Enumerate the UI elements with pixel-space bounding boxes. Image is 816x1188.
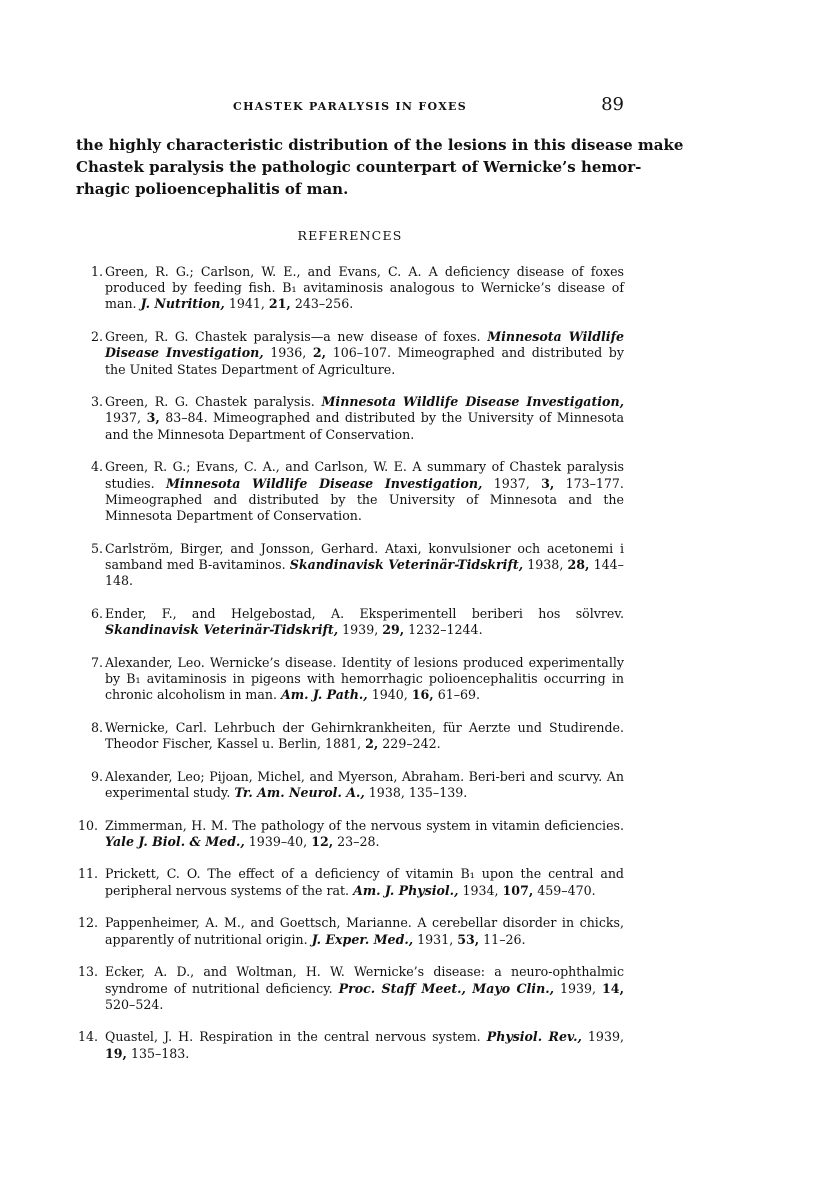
reference-year: 1936, [270,345,307,361]
reference-body: Carlström, Birger, and Jonsson, Gerhard. Ataxi, konvulsioner och acetonemi i samband med B-avitaminos. [105,540,624,572]
reference-volume: 2, [312,345,327,361]
reference-pages: 11–26. [483,931,526,947]
reference-item [76,1029,624,1061]
reference-item [76,264,624,313]
reference-journal: Physiol. Rev., [486,1029,582,1045]
reference-pages: 459–470. [537,882,596,898]
reference-body: Green, R. G.; Evans, C. A., and Carlson, W. E. A summary of Chastek paralysis studies. [105,459,624,491]
reference-journal: Skandinavisk Veterinär-Tidskrift, [105,621,339,637]
reference-body: Pappenheimer, A. M., and Goettsch, Marianne. A cerebellar disorder in chicks, apparently of nutritional origin. [105,915,624,947]
reference-journal: Tr. Am. Neurol. A., [234,784,365,800]
reference-number: 12. [77,915,98,931]
reference-year: 1939, [342,621,379,637]
reference-text [105,541,624,590]
lead-paragraph-line: the highly characteristic distribution of the lesions in this disease make [76,136,684,154]
reference-volume: 16, [411,687,434,703]
reference-year: 1937, [105,410,142,426]
reference-text [105,964,624,1013]
reference-pages: 243–256. [294,296,354,312]
reference-year: 1934, [462,882,499,898]
reference-pages: 144–148. [105,556,624,589]
reference-volume: 19, [105,1045,127,1061]
reference-year: 1941, [228,296,265,312]
reference-year: 1938, [368,784,405,800]
reference-number: 7. [90,654,103,670]
reference-body: Zimmerman, H. M. The pathology of the nervous system in vitamin deficiencies. [105,817,624,833]
reference-pages: 135–139. [408,784,468,800]
reference-body: Green, R. G.; Carlson, W. E., and Evans, C. A. A deficiency disease of foxes produced by feeding fish. B₁ avitaminosis analogous to Wernicke’s disease of man. [105,264,624,312]
reference-journal: Proc. Staff Meet., Mayo Clin., [338,980,555,996]
reference-body: Alexander, Leo. Wernicke’s disease. Identity of lesions produced experimentally by B₁ avitaminosis in pigeons with hemorrhagic polioencephalitis occurring in chronic alcoholism in man. [105,654,624,703]
reference-number: 2. [90,329,103,345]
reference-pages: 23–28. [337,833,380,849]
reference-volume: 21, [268,296,291,312]
reference-text [105,769,624,801]
running-title: CHASTEK PARALYSIS IN FOXES [233,100,467,113]
reference-volume: 12, [311,833,334,849]
reference-pages: 173–177. Mimeographed and distributed by the University of Minnesota and the Minnesota Department of Conservation. [105,475,624,523]
reference-text [105,606,624,638]
reference-number: 13. [77,964,98,980]
reference-body: Prickett, C. O. The effect of a deficiency of vitamin B₁ upon the central and peripheral nervous systems of the rat. [105,866,624,898]
reference-number: 11. [77,866,98,882]
reference-journal: J. Nutrition, [140,296,225,312]
reference-pages: 135–183. [130,1045,190,1061]
references-list [76,264,624,1078]
reference-volume: 3, [146,410,160,426]
reference-text [105,1029,624,1061]
reference-body: Wernicke, Carl. Lehrbuch der Gehirnkrankheiten, für Aerzte und Studirende. Theodor Fischer, Kassel u. Berlin, 1881, [105,719,624,751]
reference-pages: 83–84. Mimeographed and distributed by the University of Minnesota and the Minnesota Department of Conservation. [105,410,624,442]
reference-journal: Yale J. Biol. & Med., [105,833,245,849]
reference-journal: Minnesota Wildlife Disease Investigation, [321,394,624,410]
reference-number: 8. [90,719,103,735]
reference-journal: J. Exper. Med., [311,931,414,947]
reference-body: Ender, F., and Helgebostad, A. Eksperimentell beriberi hos sölvrev. [105,605,624,621]
reference-year: 1939–40, [248,833,308,849]
reference-number: 9. [90,768,103,784]
reference-text [105,915,624,947]
reference-item [76,329,624,378]
reference-pages: 229–242. [382,735,441,751]
reference-pages: 1232–1244. [408,621,483,637]
references-heading: REFERENCES [297,228,403,243]
lead-paragraph-line: rhagic polioencephalitis of man. [76,180,349,198]
reference-text [105,264,624,313]
reference-body: Quastel, J. H. Respiration in the central nervous system. [105,1029,481,1045]
reference-year: 1938, [527,556,564,572]
reference-pages: 61–69. [437,687,481,703]
reference-item [76,769,624,801]
reference-volume: 29, [382,621,405,637]
reference-journal: Am. J. Path., [281,687,368,703]
reference-body: Ecker, A. D., and Woltman, H. W. Wernicke’s disease: a neuro-ophthalmic syndrome of nutritional deficiency. [105,964,624,996]
reference-item [76,394,624,443]
lead-paragraph [76,134,684,200]
reference-volume: 14, [602,980,624,996]
reference-volume: 107, [502,882,534,898]
reference-body: Green, R. G. Chastek paralysis. [105,394,315,410]
reference-item [76,655,624,704]
reference-item [76,459,624,524]
reference-number: 10. [77,817,98,833]
reference-text [105,818,624,850]
reference-body: Green, R. G. Chastek paralysis—a new disease of foxes. [105,329,481,345]
reference-journal: Am. J. Physiol., [353,882,459,898]
reference-number: 3. [90,394,103,410]
reference-year: 1939, [560,980,597,996]
reference-pages: 106–107. Mimeographed and distributed by the United States Department of Agriculture. [105,345,624,377]
reference-text [105,394,624,443]
reference-item [76,818,624,850]
reference-journal: Minnesota Wildlife Disease Investigation, [105,329,624,361]
reference-body: Alexander, Leo; Pijoan, Michel, and Myerson, Abraham. Beri-beri and scurvy. An experimental study. [105,768,624,800]
reference-volume: 3, [541,475,555,491]
reference-number: 4. [90,459,103,475]
reference-number: 14. [77,1029,98,1045]
reference-text [105,866,624,898]
reference-number: 6. [90,605,103,621]
reference-item [76,964,624,1013]
reference-volume: 53, [457,931,480,947]
reference-journal: Minnesota Wildlife Disease Investigation, [165,475,483,491]
reference-journal: Skandinavisk Veterinär-Tidskrift, [289,556,524,572]
reference-item [76,720,624,752]
reference-text [105,329,624,378]
reference-year: 1937, [493,475,530,491]
reference-text [105,459,624,524]
reference-year: 1940, [371,687,408,703]
running-head [76,94,624,118]
reference-text [105,720,624,752]
reference-item [76,541,624,590]
reference-item [76,866,624,898]
reference-year: 1931, [417,931,454,947]
reference-number: 5. [90,540,103,556]
page-number: 89 [601,94,624,115]
reference-text [105,655,624,704]
reference-item [76,915,624,947]
reference-number: 1. [90,264,103,279]
reference-year: 1939, [587,1029,624,1045]
reference-item [76,606,624,638]
reference-volume: 28, [567,556,590,572]
lead-paragraph-line: Chastek paralysis the pathologic counterpart of Wernicke’s hemor- [76,158,642,176]
reference-volume: 2, [365,735,379,751]
reference-pages: 520–524. [105,996,164,1012]
